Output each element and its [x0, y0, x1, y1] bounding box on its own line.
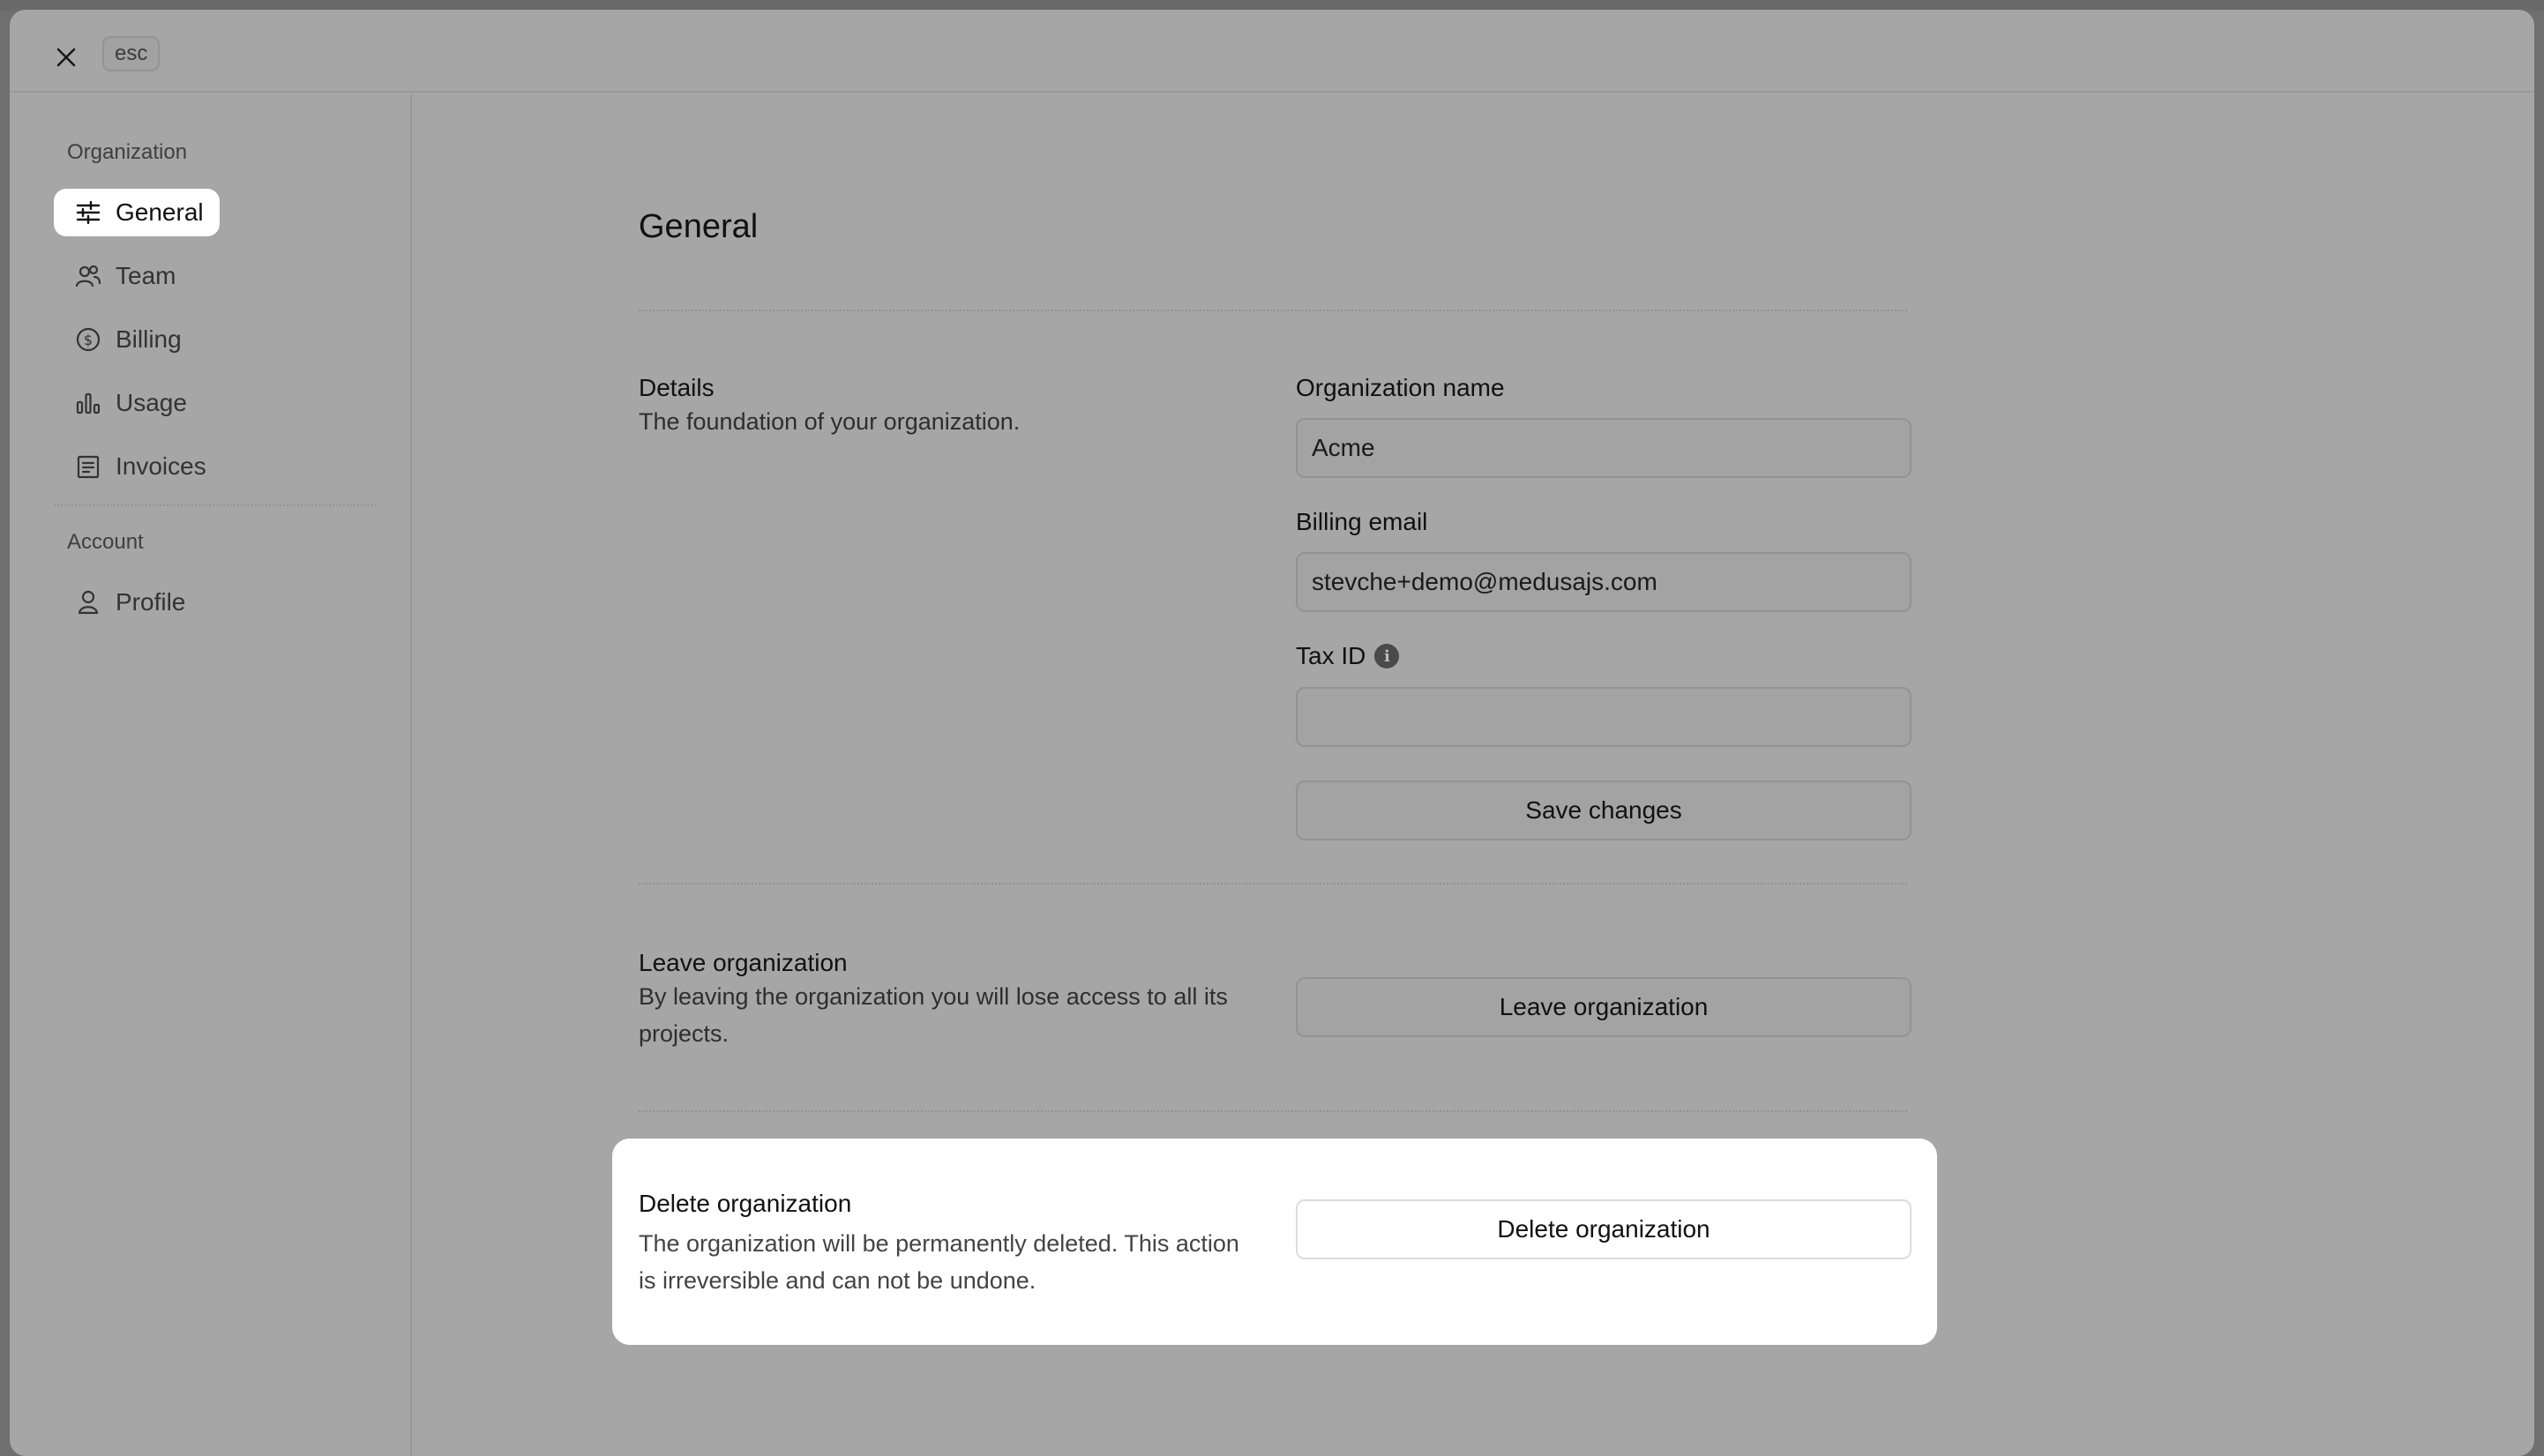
leave-title: Leave organization [639, 949, 848, 976]
sidebar-item-general[interactable] [54, 189, 220, 236]
delete-title: Delete organization [639, 1190, 852, 1217]
page-title: General [639, 208, 759, 245]
sidebar-item-label: Profile [116, 588, 186, 616]
settings-sidebar [10, 94, 412, 1456]
delete-description: The organization will be permanently deleted. This action is irreversible and can not be undone. [639, 1230, 1239, 1294]
sidebar-item-invoices[interactable] [54, 443, 222, 490]
sidebar-item-label: Invoices [116, 452, 206, 480]
settings-modal [10, 10, 2534, 1456]
bar-chart-icon [75, 390, 101, 416]
sidebar-item-billing[interactable] [54, 316, 198, 363]
org-name-label: Organization name [1296, 374, 1505, 401]
svg-text:$: $ [83, 332, 94, 348]
section-divider [639, 883, 1907, 885]
sidebar-item-label: Team [116, 262, 176, 289]
delete-organization-button[interactable]: Delete organization [1296, 1199, 1912, 1259]
delete-organization-card [612, 1139, 1937, 1345]
close-icon [55, 46, 78, 69]
sidebar-item-label: Billing [116, 325, 182, 353]
tax-id-label: Tax ID [1296, 642, 1366, 669]
details-description: The foundation of your organization. [639, 408, 1021, 435]
dollar-circle-icon [75, 326, 101, 353]
org-name-input[interactable] [1296, 418, 1912, 478]
sidebar-heading-account: Account [67, 530, 144, 554]
sidebar-heading-organization: Organization [67, 140, 188, 164]
users-icon [75, 263, 101, 289]
sidebar-item-profile[interactable] [54, 579, 201, 626]
sidebar-item-label: General [116, 198, 204, 226]
leave-organization-button[interactable]: Leave organization [1296, 977, 1912, 1037]
details-title: Details [639, 374, 715, 401]
esc-shortcut-badge: esc [102, 36, 160, 71]
billing-email-label: Billing email [1296, 508, 1428, 535]
section-divider [639, 310, 1907, 311]
close-button[interactable] [49, 40, 84, 75]
tax-id-label-row [1296, 642, 1399, 670]
sidebar-item-usage[interactable] [54, 379, 203, 427]
section-divider [639, 1110, 1907, 1112]
leave-description: By leaving the organization you will lose access to all its projects. [639, 983, 1228, 1047]
info-icon[interactable]: i [1374, 644, 1399, 668]
sliders-icon [75, 199, 101, 226]
save-changes-button[interactable]: Save changes [1296, 780, 1912, 840]
sidebar-item-label: Usage [116, 389, 187, 416]
billing-email-input[interactable] [1296, 552, 1912, 612]
settings-content [414, 94, 2534, 1456]
tax-id-input[interactable] [1296, 687, 1912, 747]
user-icon [75, 589, 101, 616]
sidebar-item-team[interactable] [54, 252, 191, 300]
modal-topbar [10, 10, 2534, 93]
receipt-icon [75, 453, 101, 480]
sidebar-divider [54, 504, 377, 506]
